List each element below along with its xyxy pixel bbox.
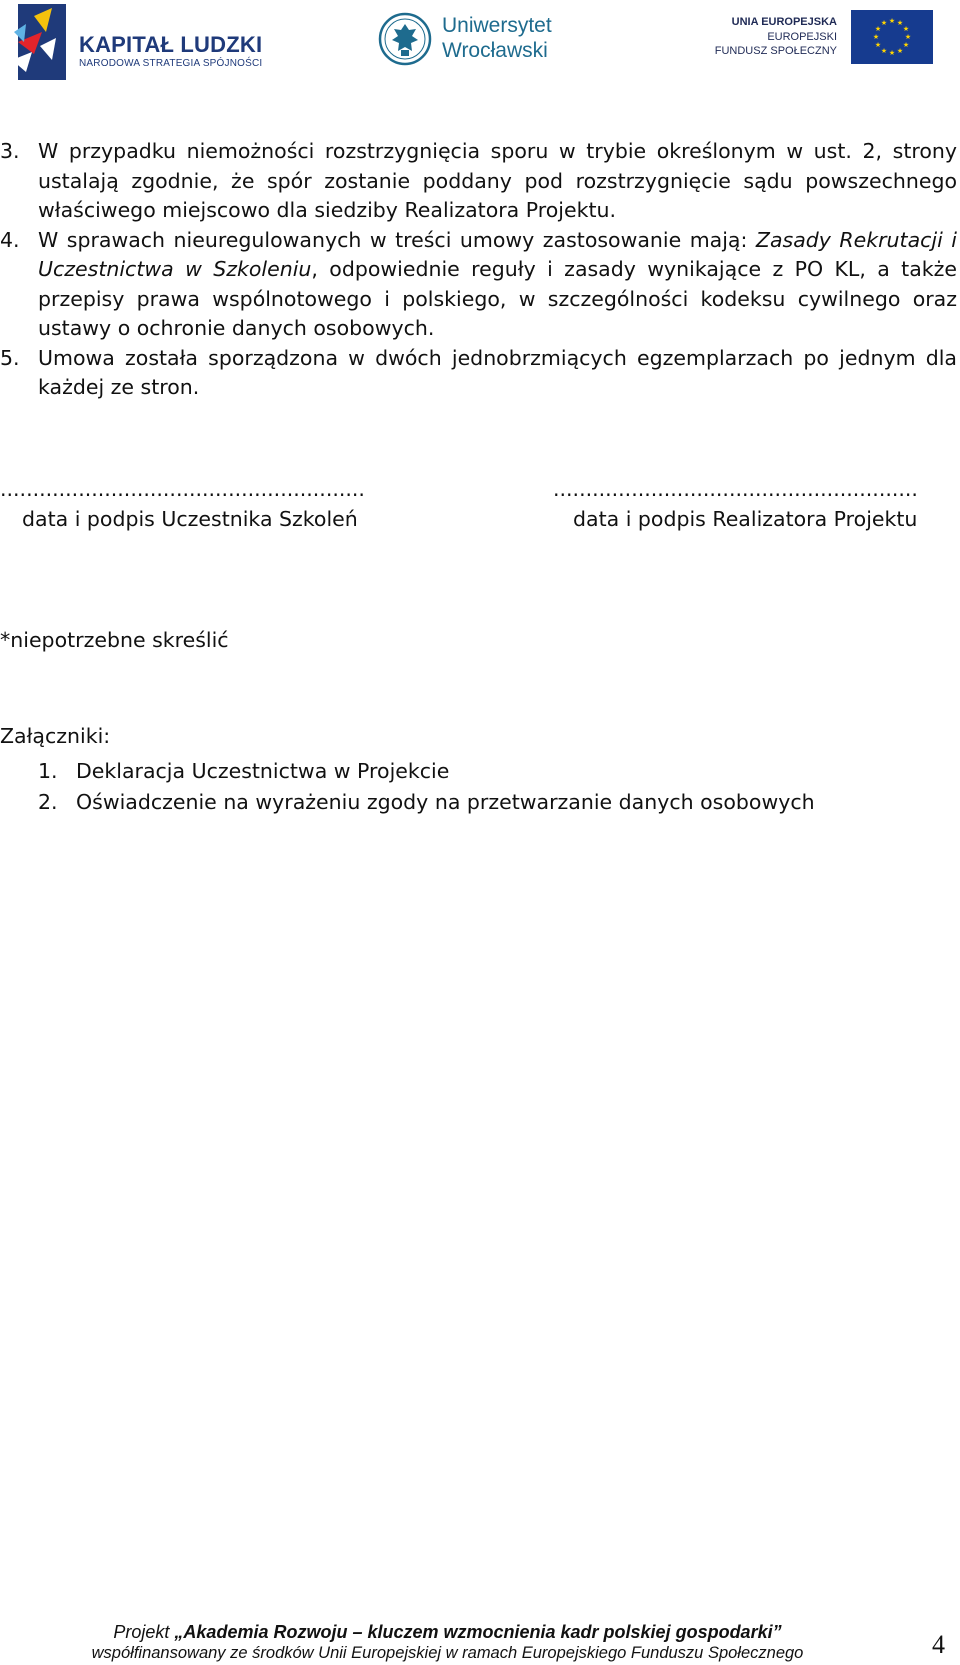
kapital-ludzki-logo xyxy=(12,2,262,86)
project-title: „Akademia Rozwoju – kluczem wzmocnienia kadr polskiej gospodarki” xyxy=(174,1622,782,1642)
clause-text: W przypadku niemożności rozstrzygnięcia sporu w trybie określonym w ust. 2, strony ustalają zgodnie, że spór zostanie poddany pod rozstrzygnięcie sądu powszechnego właściwego miejscowo dla siedziby Realizatora Projektu. xyxy=(38,139,957,222)
attachments-title: Załączniki: xyxy=(0,724,111,748)
svg-text:★: ★ xyxy=(904,33,912,41)
cofinancing-line: współfinansowany ze środków Unii Europejskiej w ramach Europejskiego Funduszu Społecznego xyxy=(91,1644,804,1662)
svg-text:★: ★ xyxy=(902,41,910,49)
clause-text: Umowa została sporządzona w dwóch jednobrzmiących egzemplarzach po jednym dla każdej ze stron. xyxy=(38,345,957,399)
page-footer xyxy=(0,1618,960,1665)
signature-line: ........................................................ xyxy=(0,477,365,501)
footnote: *niepotrzebne skreślić xyxy=(0,628,229,652)
clause-text-part: , odpowiednie reguły i zasady wynikające z PO KL, a także przepisy prawa wspólnotowego i polskiego, w szczególności kodeksu cywilnego oraz ustawy o ochronie danych osobowych. xyxy=(38,257,958,340)
project-prefix: Projekt xyxy=(113,1622,175,1642)
signature-line: ........................................................ xyxy=(553,477,918,501)
document-reference: Zasady Rekrutacji i Uczestnictwa w Szkoleniu xyxy=(38,227,957,281)
list-item-text: Oświadczenie na wyrażeniu zgody na przetwarzanie danych osobowych xyxy=(76,790,815,814)
list-item-number: 2. xyxy=(38,790,58,814)
list-item xyxy=(0,787,815,818)
unia-europejska-logo xyxy=(714,10,933,66)
page-header xyxy=(0,0,960,100)
project-name-line xyxy=(0,1622,895,1643)
svg-text:★: ★ xyxy=(888,49,896,57)
svg-text:★: ★ xyxy=(902,25,910,33)
clause-text-part: W sprawach nieuregulowanych w treści umowy zastosowanie mają: xyxy=(38,227,756,252)
signature-caption: data i podpis Uczestnika Szkoleń xyxy=(22,507,358,531)
signature-caption: data i podpis Realizatora Projektu xyxy=(573,507,918,531)
list-item-text: Deklaracja Uczestnictwa w Projekcie xyxy=(76,759,450,783)
svg-text:★: ★ xyxy=(880,19,888,27)
clause-text xyxy=(38,226,957,344)
list-item-number: 1. xyxy=(38,759,58,783)
svg-text:★: ★ xyxy=(874,41,882,49)
university-name-line2: Wrocławski xyxy=(442,39,548,62)
svg-text:★: ★ xyxy=(896,19,904,27)
svg-text:★: ★ xyxy=(896,47,904,55)
clause-number: 5. xyxy=(0,345,20,370)
contract-clauses xyxy=(0,137,957,403)
page-number: 4 xyxy=(932,1630,945,1659)
svg-text:★: ★ xyxy=(880,47,888,55)
university-crest-icon xyxy=(378,12,432,66)
svg-text:★: ★ xyxy=(874,25,882,33)
kapital-ludzki-subtitle: NARODOWA STRATEGIA SPÓJNOŚCI xyxy=(79,58,263,69)
eu-label-line2: EUROPEJSKI xyxy=(767,31,837,43)
participant-signature xyxy=(0,474,380,534)
svg-text:★: ★ xyxy=(888,17,896,25)
kapital-ludzki-emblem-icon xyxy=(12,2,72,86)
organizer-signature xyxy=(553,474,943,534)
attachments-list xyxy=(0,756,815,818)
svg-text:★: ★ xyxy=(872,33,880,41)
list-item xyxy=(0,756,815,787)
uniwersytet-wroclawski-logo xyxy=(378,10,568,70)
clause-4 xyxy=(0,226,957,344)
eu-label-line1: UNIA EUROPEJSKA xyxy=(731,16,837,28)
university-name-line1: Uniwersytet xyxy=(442,14,552,37)
eu-label-line3: FUNDUSZ SPOŁECZNY xyxy=(714,45,837,57)
clause-3 xyxy=(0,137,957,226)
clause-5 xyxy=(0,344,957,403)
clause-number: 3. xyxy=(0,139,20,163)
kapital-ludzki-title: KAPITAŁ LUDZKI xyxy=(79,32,263,57)
clause-number: 4. xyxy=(0,227,20,252)
eu-flag-icon xyxy=(851,10,933,64)
